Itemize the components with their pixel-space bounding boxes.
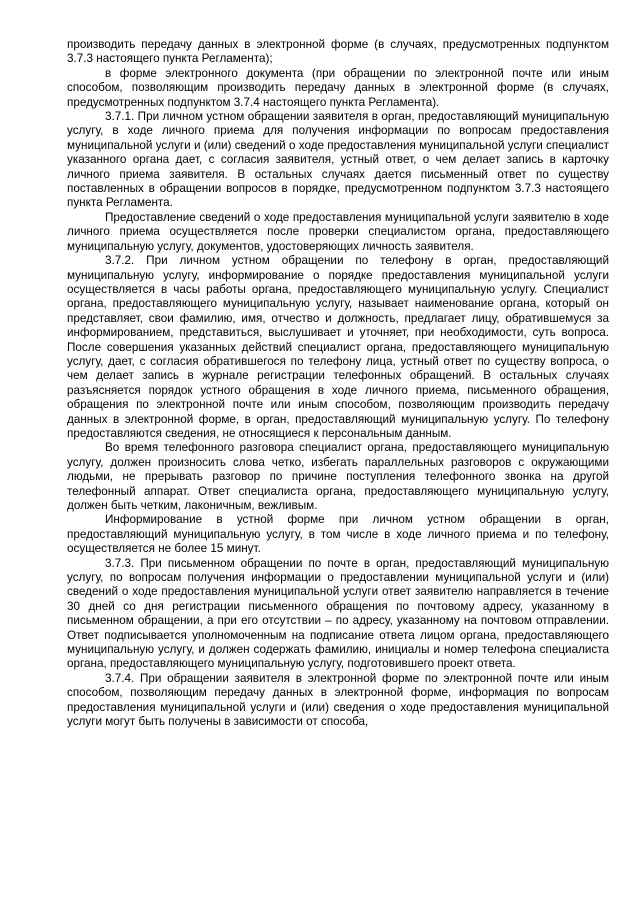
document-page bbox=[67, 38, 609, 730]
paragraph-3-7-4: 3.7.4. При обращении заявителя в электронной форме по электронной почте или иным способом, позволяющим передачу данных в электронной форме, информация по вопросам предоставления муниципальной услуги и (или) сведения о ходе предоставления муниципальной услуги могут быть получены в зависимости от способа, bbox=[67, 671, 609, 729]
paragraph-3-7-3: 3.7.3. При письменном обращении по почте в орган, предоставляющий муниципальную услугу, по вопросам получения информации о предоставлении муниципальной услуги и (или) сведений о ходе предоставления муниципальной услуги ответ заявителю направляется в течение 30 дней со дня регистрации письменного обращения по почтовому адресу, указанному в письменном обращении, а при его отсутствии – по адресу, указанному на почтовом отправлении. Ответ подписывается уполномоченным на подписание ответа лицом органа, предоставляющего муниципальную услугу, и должен содержать фамилию, инициалы и номер телефона специалиста органа, предоставляющего муниципальную услугу, подготовившего проект ответа. bbox=[67, 556, 609, 671]
paragraph-3-7-2-duration: Информирование в устной форме при личном устном обращении в орган, предоставляющий муниципальную услугу, в том числе в ходе личного приема и по телефону, осуществляется не более 15 минут. bbox=[67, 513, 609, 556]
paragraph-3-7-2: 3.7.2. При личном устном обращении по телефону в орган, предоставляющий муниципальную услугу, информирование о порядке предоставления муниципальной услуги осуществляется в часы работы органа, предоставляющего муниципальную услугу. Специалист органа, предоставляющего муниципальную услугу, называет наименование органа, который он представляет, свои фамилию, имя, отчество и должность, предлагает лицу, обратившемуся за информированием, представиться, выслушивает и уточняет, при необходимости, суть вопроса. После совершения указанных действий специалист органа, предоставляющего муниципальную услугу, дает, с согласия обратившегося по телефону лица, устный ответ по существу вопроса, о чем делает запись в журнале регистрации телефонных обращений. В остальных случаях разъясняется порядок устного обращения в ходе личного приема, письменного обращения, обращения по электронной почте или иным способом, позволяющим производить передачу данных в электронной форме, в орган, предоставляющий муниципальную услугу. По телефону предоставляются сведения, не относящиеся к персональным данным. bbox=[67, 254, 609, 440]
paragraph-continuation: производить передачу данных в электронной форме (в случаях, предусмотренных подпунктом 3.7.3 настоящего пункта Регламента); bbox=[67, 38, 609, 66]
paragraph-electronic-document: в форме электронного документа (при обращении по электронной почте или иным способом, позволяющим производить передачу данных в электронной форме (в случаях, предусмотренных подпунктом 3.7.4 настоящего пункта Регламента). bbox=[67, 66, 609, 109]
paragraph-3-7-1: 3.7.1. При личном устном обращении заявителя в орган, предоставляющий муниципальную услугу, в ходе личного приема для получения информации по вопросам предоставления муниципальной услуги и (или) сведений о ходе предоставления муниципальной услуги специалист указанного органа дает, с согласия заявителя, устный ответ, о чем делает запись в карточку личного приема заявителя. В остальных случаях дается письменный ответ по существу поставленных в обращении вопросов в порядке, предусмотренном подпунктом 3.7.3 настоящего пункта Регламента. bbox=[67, 110, 609, 210]
paragraph-3-7-1-verification: Предоставление сведений о ходе предоставления муниципальной услуги заявителю в ходе личного приема осуществляется после проверки специалистом органа, предоставляющего муниципальную услугу, документов, удостоверяющих личность заявителя. bbox=[67, 210, 609, 253]
paragraph-3-7-2-phone-conduct: Во время телефонного разговора специалист органа, предоставляющего муниципальную услугу, должен произносить слова четко, избегать параллельных разговоров с окружающими людьми, не прерывать разговор по причине поступления телефонного звонка на другой телефонный аппарат. Ответ специалиста органа, предоставляющего муниципальную услугу, должен быть четким, лаконичным, вежливым. bbox=[67, 441, 609, 512]
